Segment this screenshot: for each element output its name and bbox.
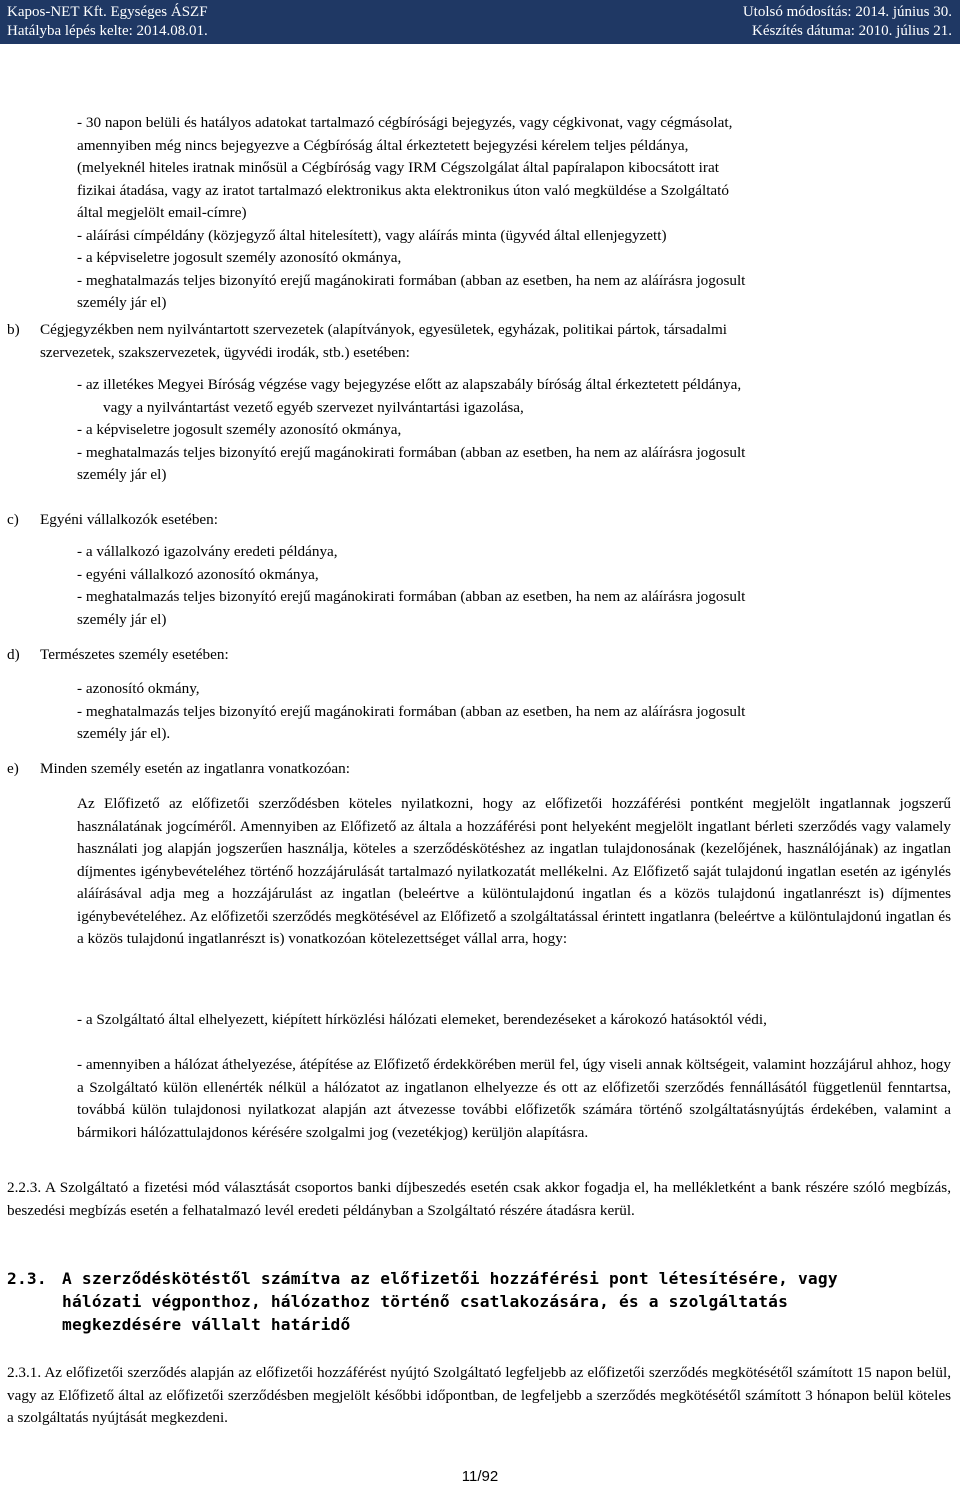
section-d-label: d) [7, 646, 20, 663]
section-b-items [77, 374, 951, 487]
paragraph-2-3-1: 2.3.1. Az előfizetői szerződés alapján az előfizetői hozzáférést nyújtó Szolgáltató legfeljebb az előfizetői szerződés megkötésétől számított 15 napon belül, vagy az Előfizető által az előfizetői szerződésben megjelölt későbbi időpontban, de legfeljebb a szerződés megkötésétől számított 3 hónapon belül köteles a szolgáltatás nyújtását megkezdeni. [7, 1364, 951, 1426]
list-item-continuation: személy jár el) [77, 610, 167, 628]
list-item: - aláírási címpéldány (közjegyző által hitelesített), vagy aláírás minta (ügyvéd által ellenjegyzett) [77, 226, 667, 244]
list-item: - a képviseletre jogosult személy azonosító okmánya, [77, 421, 402, 438]
heading-line: hálózati végponthoz, hálózathoz történő csatlakozására, és a szolgáltatás [62, 1292, 789, 1311]
heading-line: megkezdésére vállalt határidő [62, 1315, 351, 1334]
heading-number: 2.3. [7, 1269, 47, 1288]
page-header [0, 0, 960, 44]
header-left [7, 3, 208, 41]
section-b-title [40, 319, 958, 364]
header-document-title: Kapos-NET Kft. Egységes ÁSZF [7, 4, 208, 20]
list-item-continuation: személy jár el). [77, 725, 171, 742]
list-item-line: - 30 napon belüli és hatályos adatokat tartalmazó cégbírósági bejegyzés, vagy cégkivonat, vagy cégmásolat, [77, 114, 733, 131]
list-item: - egyéni vállalkozó azonosító okmánya, [77, 565, 319, 583]
list-item: - azonosító okmány, [77, 680, 200, 697]
section-c-label: c) [7, 511, 19, 528]
section-b-label: b) [7, 321, 20, 338]
page-number: 11/92 [461, 1468, 499, 1485]
list-item: - meghatalmazás teljes bizonyító erejű magánokirati formában (abban az esetben, ha nem az aláírásra jogosult [77, 443, 746, 461]
section-e-item-2: - amennyiben a hálózat áthelyezése, átépítése az Előfizető érdekkörében merül fel, úgy viseli annak költségeit, valamint hozzájárul ahhoz, hogy a Szolgáltató külön ellenérték nélkül a hálózatot az ingatlanon elhelyezze és ott az előfizetői szerződés fennállásától függetlenül fenntartsa, továbbá külön tulajdonosi nyilatkozat alapján azt átvezesse további előfizetők számára történő szolgáltatásnyújtás érdekében, valamint a bármikori hálózattulajdonos kérésére szolgalmi jog (vezetékjog) kerüljön alapításra. [77, 1056, 951, 1141]
list-item: - meghatalmazás teljes bizonyító erejű magánokirati formában (abban az esetben, ha nem az aláírásra jogosult [77, 588, 746, 605]
header-effective-date: Hatályba lépés kelte: 2014.08.01. [7, 23, 208, 39]
list-item: - meghatalmazás teljes bizonyító erejű magánokirati formában (abban az esetben, ha nem az aláírásra jogosult [77, 271, 746, 289]
list-item-line: fizikai átadása, vagy az iratot tartalmazó elektronikus akta elektronikus úton való megküldése a Szolgáltató [77, 181, 729, 199]
section-e-item-1: - a Szolgáltató által elhelyezett, kiépített hírközlési hálózati elemeket, berendezéseket a károkozó hatásoktól védi, [77, 1011, 767, 1028]
list-item-continuation: személy jár el) [77, 466, 167, 483]
header-right [743, 3, 952, 41]
section-b-title-line: szervezetek, szakszervezetek, ügyvédi irodák, stb.) esetében: [40, 343, 410, 361]
section-e-label: e) [7, 760, 19, 777]
section-a-items [77, 112, 951, 315]
list-item: - a képviseletre jogosult személy azonosító okmánya, [77, 249, 402, 266]
list-item-line: amennyiben még nincs bejegyezve a Cégbíróság által érkeztetett bejegyzési kérelem teljes példánya, [77, 136, 689, 154]
list-item-line: által megjelölt email-címre) [77, 204, 247, 221]
list-item: - az illetékes Megyei Bíróság végzése vagy bejegyzése előtt az alapszabály bíróság által érkeztetett példánya, [77, 376, 742, 393]
list-item-continuation: vagy a nyilvántartást vezető egyéb szervezet nyilvántartási igazolása, [103, 398, 524, 416]
list-item: - a vállalkozó igazolvány eredeti példánya, [77, 543, 338, 560]
list-item: - meghatalmazás teljes bizonyító erejű magánokirati formában (abban az esetben, ha nem az aláírásra jogosult [77, 702, 746, 720]
section-d-title: Természetes személy esetében: [40, 646, 229, 663]
heading-title [62, 1267, 952, 1336]
section-d-items [77, 678, 951, 746]
section-c-title: Egyéni vállalkozók esetében: [40, 511, 218, 528]
list-item-continuation: személy jár el) [77, 294, 167, 311]
header-last-modified: Utolsó módosítás: 2014. június 30. [742, 4, 952, 20]
heading-line: A szerződéskötéstől számítva az előfizetői hozzáférési pont létesítésére, vagy [62, 1269, 838, 1288]
section-e-title: Minden személy esetén az ingatlanra vonatkozóan: [40, 760, 350, 777]
section-e-paragraph: Az Előfizető az előfizetői szerződésben köteles nyilatkozni, hogy az előfizetői hozzáférési pontként megjelölt ingatlannak jogszerű használatának jogcíméről. Amennyiben az Előfizető az általa a hozzáférési pont helyeként megjelölt ingatlant bérleti szerződés vagy valamely használati jog alapján jogszerűen használja, köteles a szerződéskötéshez az ingatlan tulajdonosának (kezelőjének, használójának) az ingatlan díjmentes igénybevételéhez történő hozzájárulását tartalmazó nyilatkozatát mellékelni. Az Előfizető saját tulajdonú ingatlan esetén az igénylés aláírásával adja meg a hozzájárulást az ingatlan (beleértve a különtulajdonú ingatlan és a közös tulajdonú ingatlanrészt is) díjmentes igénybevételéhez. Az előfizetői szerződés megkötésével az Előfizető a szolgáltatással érintett ingatlanra (beleértve a különtulajdonú ingatlan és a közös tulajdonú ingatlanrészt is) vonatkozóan kötelezettséget vállal arra, hogy: [77, 795, 951, 947]
header-created-date: Készítés dátuma: 2010. július 21. [752, 23, 952, 39]
list-item-line: (melyeknél hiteles iratnak minősül a Cégbíróság vagy IRM Cégszolgálat által papíralapon kibocsátott irat [77, 159, 719, 176]
paragraph-2-2-3: 2.2.3. A Szolgáltató a fizetési mód választását csoportos banki díjbeszedés esetén csak akkor fogadja el, ha mellékletként a bank részére szóló megbízás, beszedési megbízás esetén a felhatalmazó levél eredeti példányban a Szolgáltató részére átadásra kerül. [7, 1179, 951, 1219]
section-b-title-line: Cégjegyzékben nem nyilvántartott szervezetek (alapítványok, egyesületek, egyházak, politikai pártok, társadalmi [40, 321, 727, 338]
section-c-items [77, 541, 951, 631]
